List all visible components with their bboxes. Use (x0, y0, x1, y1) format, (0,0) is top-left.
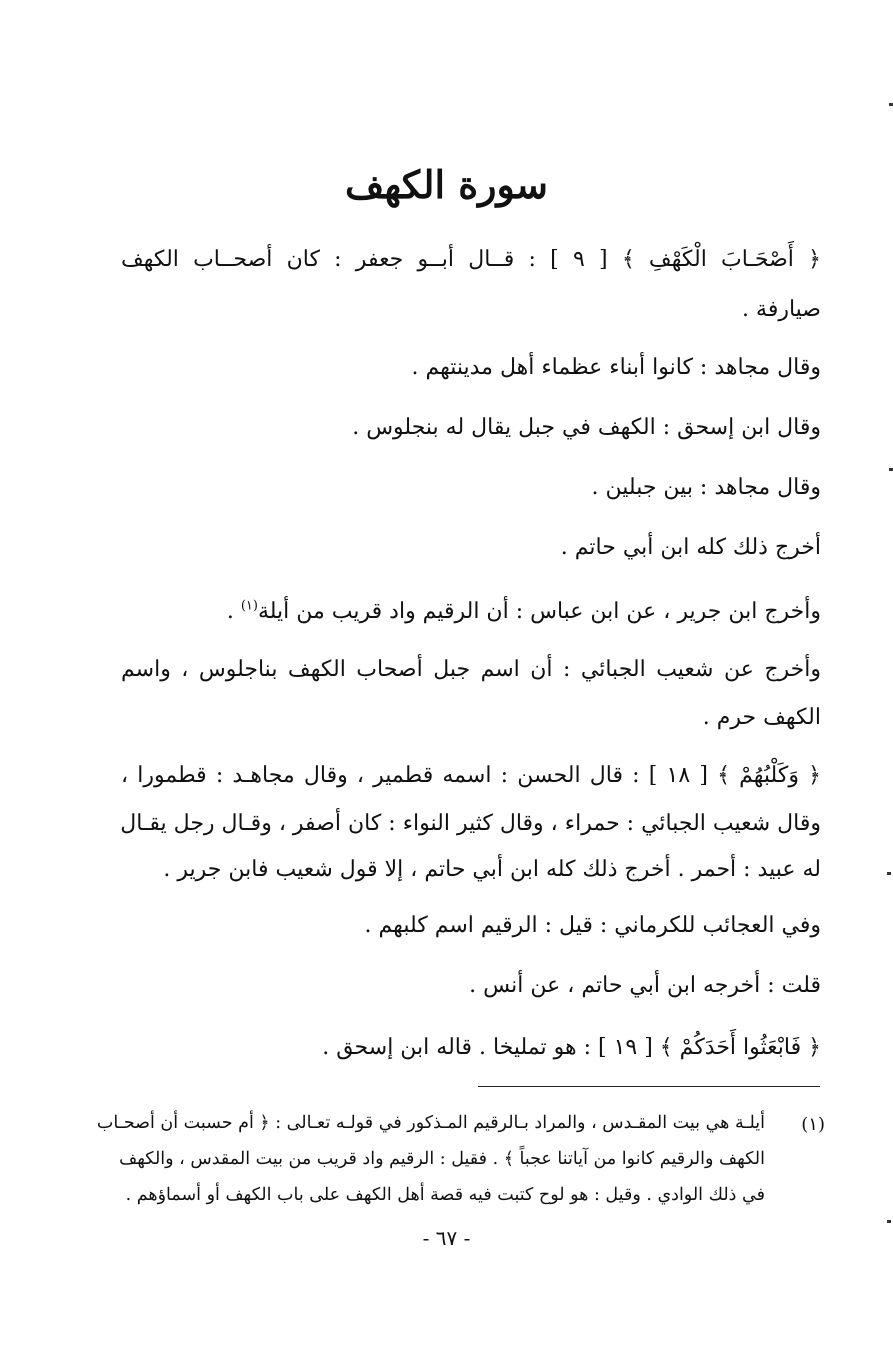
footnote-separator (478, 1086, 820, 1087)
text-line-2: صيارفة . (742, 297, 821, 322)
edge-mark (889, 103, 893, 106)
text-line-14: قلت : أخرجه ابن أبي حاتم ، عن أنس . (469, 973, 821, 998)
text-line-11: وقال شعيب الجبائي : حمراء ، وقال كثير النواء : كان أصفر ، وقـال رجل يقـال (120, 811, 821, 836)
text-line-5: وقال مجاهد : بين جبلين . (591, 475, 821, 500)
text-line-13: وفي العجائب للكرماني : قيل : الرقيم اسم كلبهم . (364, 913, 821, 938)
text-line-12: له عبيد : أحمر . أخرج ذلك كله ابن أبي حاتم ، إلا قول شعيب فابن جرير . (163, 857, 821, 882)
text-line-1: ﴿ أَصْحَـابَ الْكَهْفِ ﴾ [ ٩ ] : قــال أبــو جعفر : كان أصحــاب الكهف (121, 247, 821, 272)
text-line-6: أخرج ذلك كله ابن أبي حاتم . (560, 535, 821, 560)
text-line-7-body: وأخرج ابن جرير ، عن ابن عباس : أن الرقيم واد قريب من أيلة (257, 599, 821, 624)
edge-mark (887, 1220, 891, 1223)
text-line-9: الكهف حرم . (702, 705, 821, 730)
edge-mark (889, 468, 893, 471)
surah-title: سورة الكهف (345, 162, 548, 207)
footnote-line-2: الكهف والرقيم كانوا من آياتنا عجباً ﴾ . فقيل : الرقيم واد قريب من بيت المقدس ، والكهف (119, 1149, 765, 1169)
text-line-8: وأخرج عن شعيب الجبائي : أن اسم جبل أصحاب الكهف بناجلوس ، واسم (121, 657, 821, 682)
text-line-10: ﴿ وَكَلْبُهُمْ ﴾ [ ١٨ ] : قال الحسن : اسمه قطمير ، وقال مجاهـد : قطمورا ، (121, 763, 822, 788)
text-line-7 (121, 598, 821, 627)
footnote-line-3: في ذلك الوادي . وقيل : هو لوح كتبت فيه قصة أهل الكهف على باب الكهف أو أسماؤهم . (125, 1185, 765, 1205)
edge-mark (887, 872, 891, 875)
page-number: - ٦٧ - (422, 1226, 471, 1250)
text-line-7-tail: . (226, 599, 241, 624)
text-line-15: ﴿ فَابْعَثُوا أَحَدَكُمْ ﴾ [ ١٩ ] : هو تمليخا . قاله ابن إسحق . (322, 1035, 821, 1060)
text-line-3: وقال مجاهد : كانوا أبناء عظماء أهل مدينتهم . (411, 355, 821, 380)
footnote-number: (١) (801, 1114, 825, 1135)
footnote-reference: (١) (240, 598, 258, 614)
text-line-4: وقال ابن إسحق : الكهف في جبل يقال له بنجلوس . (352, 415, 821, 440)
footnote-line-1: أيلـة هي بيت المقـدس ، والمراد بـالرقيم المـذكور في قولـه تعـالى : ﴿ أم حسبت أن أصحـاب (96, 1113, 765, 1133)
